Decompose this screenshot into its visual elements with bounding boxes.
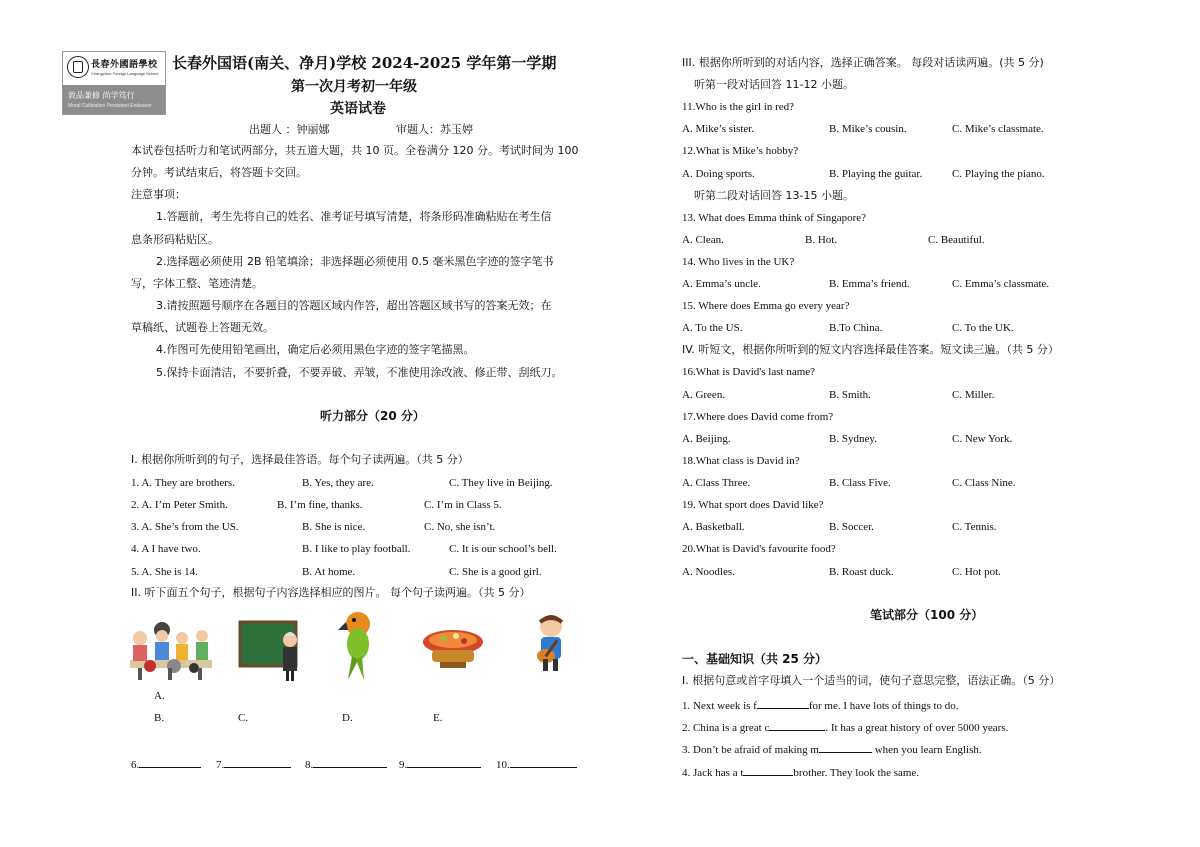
picture-label-e: E. (433, 712, 443, 724)
q19-option-c: C. Tennis. (952, 521, 997, 533)
q1-option-c: C. They live in Beijing. (449, 477, 553, 489)
question-text: when you learn English. (871, 744, 982, 756)
listening-title: 听力部分（20 分） (320, 409, 425, 423)
q12-stem: 12.What is Mike’s hobby? (682, 145, 799, 157)
band-picture-icon (128, 620, 214, 682)
q2-option-c: C. I’m in Class 5. (424, 499, 502, 511)
q16-option-b: B. Smith. (829, 389, 871, 401)
written-part-title: 笔试部分（100 分） (870, 608, 984, 622)
q1-option-b: B. Yes, they are. (302, 477, 374, 489)
q12-option-c: C. Playing the piano. (952, 168, 1045, 180)
q17-option-b: B. Sydney. (829, 433, 877, 445)
answer-line (510, 756, 577, 768)
section-iv-title: IV. 听短文，根据你所听到的短文内容选择最佳答案。短文读三遍。（共 5 分） (682, 343, 1059, 356)
q14-option-a: A. Emma’s uncle. (682, 278, 761, 290)
answer-line (139, 756, 201, 768)
q19-stem: 19. What sport does David like? (682, 499, 824, 511)
answer-blank-8[interactable] (305, 756, 387, 772)
right-column (600, 0, 1200, 847)
blank-question-1 (682, 697, 959, 713)
note-line: 5.保持卡面清洁，不要折叠，不要弄破、弄皱，不准使用涂改液、修正带、刮纸刀。 (156, 366, 563, 379)
note-line: 1.答题前，考生先将自己的姓名、准考证号填写清楚，将条形码准确粘贴在考生信 (156, 210, 552, 223)
answer-blank-9[interactable] (399, 756, 481, 772)
q14-stem: 14. Who lives in the UK? (682, 256, 795, 268)
school-logo (62, 51, 166, 115)
parrot-picture-icon (334, 608, 382, 682)
q2-option-a: 2. A. I’m Peter Smith. (131, 499, 228, 511)
q16-option-a: A. Green. (682, 389, 726, 401)
hot-pot-picture-icon (420, 620, 486, 672)
q16-option-c: C. Miller. (952, 389, 995, 401)
school-title: 长春外国语(南关、净月)学校 2024-2025 学年第一学期 (172, 54, 557, 72)
reviewer-label: 审题人：苏玉婷 (396, 123, 473, 136)
blank-number: 8. (305, 759, 314, 771)
q5-option-a: 5. A. She is 14. (131, 566, 198, 578)
question-text: for me. I have lots of things to do. (808, 700, 959, 712)
setter-label: 出题人 ：钟丽娜 (249, 123, 330, 136)
logo-name-en: Changchun Foreign Language School (91, 71, 159, 76)
q19-option-b: B. Soccer. (829, 521, 874, 533)
q15-option-a: A. To the US. (682, 322, 743, 334)
q17-option-c: C. New York. (952, 433, 1013, 445)
q13-stem: 13. What does Emma think of Singapore? (682, 212, 867, 224)
question-text: 4. Jack has a t (682, 767, 744, 779)
q4-option-c: C. It is our school’s bell. (449, 543, 557, 555)
section-ii-title: II. 听下面五个句子，根据句子内容选择相应的图片。 每个句子读两遍。（共 5 分） (131, 586, 531, 599)
logo-header (63, 52, 165, 85)
section-i-title: I. 根据你所听到的句子，选择最佳答语。每个句子读两遍。（共 5 分） (131, 453, 469, 466)
note-line: 4.作图可先使用铅笔画出，确定后必须用黑色字迹的签字笔描黑。 (156, 343, 475, 356)
question-text: 1. Next week is f (682, 700, 757, 712)
dialogue-2-note: 听第二段对话回答 13-15 小题。 (694, 189, 854, 202)
q5-option-b: B. At home. (302, 566, 356, 578)
q13-option-b: B. Hot. (805, 234, 838, 246)
notes-title: 注意事项： (131, 188, 186, 201)
logo-motto: 敦品兼修 尚学笃行 (68, 91, 135, 100)
q18-option-b: B. Class Five. (829, 477, 891, 489)
q18-option-c: C. Class Nine. (952, 477, 1016, 489)
q5-option-c: C. She is a good girl. (449, 566, 542, 578)
q3-option-c: C. No, she isn’t. (424, 521, 496, 533)
question-text: 2. China is a great c (682, 722, 770, 734)
basic-section-i-title: I. 根据句意或首字母填入一个适当的词，使句子意思完整，语法正确。（5 分） (682, 674, 1061, 687)
q13-option-c: C. Beautiful. (928, 234, 985, 246)
school-seal-icon (67, 56, 89, 78)
q11-option-b: B. Mike’s cousin. (829, 123, 907, 135)
picture-label-c: C. (238, 712, 249, 724)
question-text: 3. Don’t be afraid of making m (682, 744, 819, 756)
q12-option-a: A. Doing sports. (682, 168, 755, 180)
q20-option-a: A. Noodles. (682, 566, 735, 578)
question-text: . It has a great history of over 5000 years. (825, 722, 1009, 734)
answer-blank-7[interactable] (216, 756, 291, 772)
picture-label-b: B. (154, 712, 165, 724)
note-line: 写，字体工整、笔迹清楚。 (131, 277, 263, 290)
q15-option-c: C. To the UK. (952, 322, 1014, 334)
subject-title: 英语试卷 (330, 101, 386, 117)
answer-line (407, 756, 481, 768)
note-line: 2.选择题必须使用 2B 铅笔填涂；非选择题必须使用 0.5 毫米黑色字迹的签字笔书 (156, 255, 554, 268)
q1-option-a: 1. A. They are brothers. (131, 477, 235, 489)
q15-option-b: B.To China. (829, 322, 883, 334)
q19-option-a: A. Basketball. (682, 521, 745, 533)
logo-name: 長春外國語學校 (91, 60, 158, 70)
blank-number: 10. (496, 759, 510, 771)
logo-footer (63, 85, 165, 114)
q12-option-b: B. Playing the guitar. (829, 168, 923, 180)
question-text: brother. They look the same. (793, 767, 920, 779)
intro-line: 分钟。考试结束后，将答题卡交回。 (131, 166, 307, 179)
blank-number: 7. (216, 759, 225, 771)
logo-motto-en: Moral Cultivation Persistent Endeavor (68, 103, 152, 109)
section-iii-title: III. 根据你所听到的对话内容，选择正确答案。 每段对话读两遍。(共 5 分) (682, 56, 1044, 69)
answer-line (313, 756, 387, 768)
q3-option-b: B. She is nice. (302, 521, 366, 533)
boy-guitar-picture-icon (526, 612, 576, 674)
basic-knowledge-title: 一、基础知识（共 25 分） (682, 652, 828, 666)
blank-question-3 (682, 741, 982, 757)
q4-option-a: 4. A I have two. (131, 543, 201, 555)
blank-question-2 (682, 719, 1008, 735)
q11-option-c: C. Mike’s classmate. (952, 123, 1044, 135)
q15-stem: 15. Where does Emma go every year? (682, 300, 850, 312)
q14-option-b: B. Emma’s friend. (829, 278, 910, 290)
q20-option-c: C. Hot pot. (952, 566, 1001, 578)
q11-option-a: A. Mike’s sister. (682, 123, 755, 135)
q13-option-a: A. Clean. (682, 234, 724, 246)
q4-option-b: B. I like to play football. (302, 543, 411, 555)
q18-option-a: A. Class Three. (682, 477, 751, 489)
q14-option-c: C. Emma’s classmate. (952, 278, 1050, 290)
answer-line (224, 756, 291, 768)
fill-in-blank[interactable] (743, 764, 793, 776)
q18-stem: 18.What class is David in? (682, 455, 800, 467)
fill-in-blank[interactable] (757, 697, 809, 709)
q11-stem: 11.Who is the girl in red? (682, 101, 795, 113)
answer-blank-6[interactable] (131, 756, 201, 772)
note-line: 草稿纸、试题卷上答题无效。 (131, 321, 274, 334)
picture-label-a: A. (154, 690, 165, 702)
q2-option-b: B. I’m fine, thanks. (277, 499, 363, 511)
teacher-blackboard-picture-icon (238, 620, 308, 682)
answer-blank-10[interactable] (496, 756, 577, 772)
note-line: 3.请按照题号顺序在各题目的答题区域内作答，超出答题区域书写的答案无效；在 (156, 299, 552, 312)
q20-stem: 20.What is David's favourite food? (682, 543, 836, 555)
q20-option-b: B. Roast duck. (829, 566, 894, 578)
blank-question-4 (682, 764, 919, 780)
fill-in-blank[interactable] (819, 741, 872, 753)
q17-stem: 17.Where does David come from? (682, 411, 834, 423)
q16-stem: 16.What is David's last name? (682, 366, 816, 378)
dialogue-1-note: 听第一段对话回答 11-12 小题。 (694, 78, 854, 91)
blank-number: 6. (131, 759, 140, 771)
note-line: 息条形码粘贴区。 (131, 233, 219, 246)
q17-option-a: A. Beijing. (682, 433, 731, 445)
picture-label-d: D. (342, 712, 353, 724)
fill-in-blank[interactable] (769, 719, 825, 731)
q3-option-a: 3. A. She’s from the US. (131, 521, 239, 533)
intro-line: 本试卷包括听力和笔试两部分，共五道大题，共 10 页。全卷满分 120 分。考试时间为 100 (131, 144, 579, 157)
blank-number: 9. (399, 759, 408, 771)
exam-title: 第一次月考初一年级 (291, 79, 417, 95)
